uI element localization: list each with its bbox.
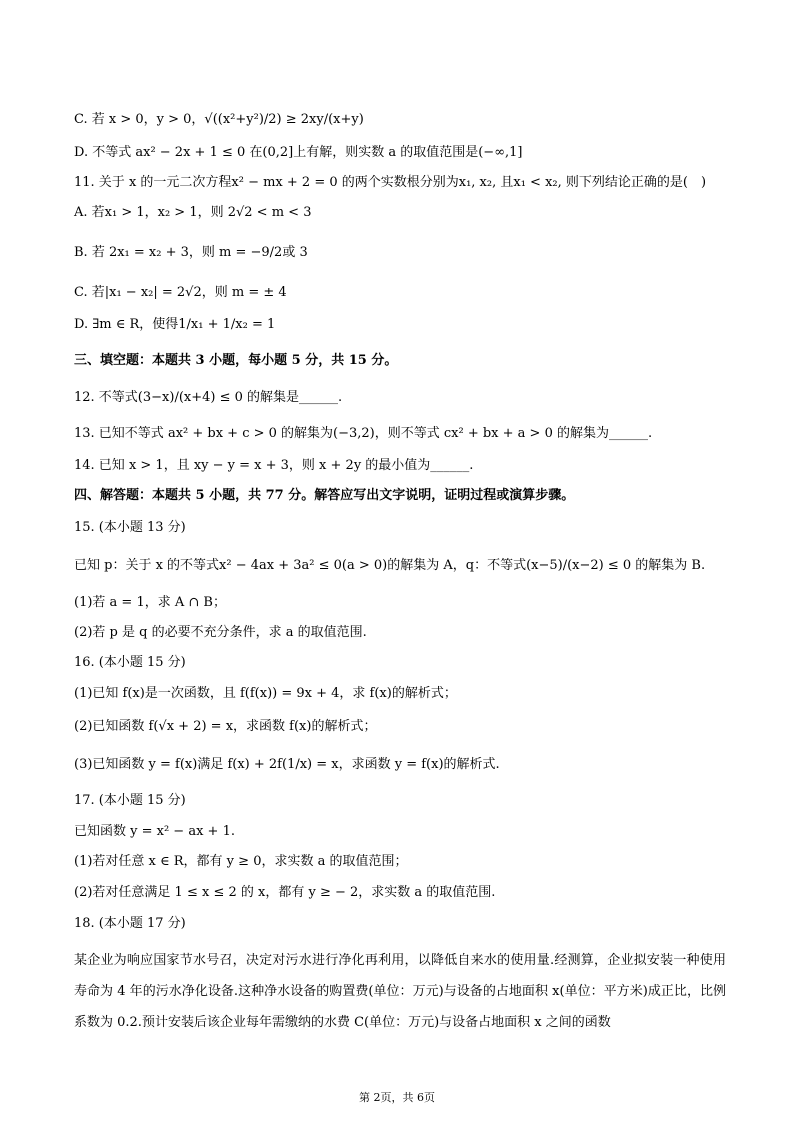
question-16-part2: (2)已知函数 f(√x + 2) = x，求函数 f(x)的解析式； [74, 719, 377, 734]
question-14: 14. 已知 x > 1，且 xy − y = x + 3，则 x + 2y 的最小值为______. [74, 458, 474, 473]
question-15-header: 15. (本小题 13 分) [74, 520, 186, 535]
question-13: 13. 已知不等式 ax² + bx + c > 0 的解集为(−3,2)，则不等式 cx² + bx + a > 0 的解集为______. [74, 426, 653, 441]
question-17-stem: 已知函数 y = x² − ax + 1. [74, 824, 235, 839]
line-11b: B. 若 2x₁ = x₂ + 3，则 m = −9/2或 3 [74, 245, 308, 260]
line-11d: D. ∃m ∈ R，使得1/x₁ + 1/x₂ = 1 [74, 317, 276, 332]
question-15-part1: (1)若 a = 1，求 A ∩ B； [74, 595, 226, 610]
line-10d: D. 不等式 ax² − 2x + 1 ≤ 0 在(0,2]上有解，则实数 a 的取值范围是(−∞,1] [74, 145, 523, 160]
line-11c: C. 若|x₁ − x₂| = 2√2，则 m = ± 4 [74, 285, 287, 300]
question-17-header: 17. (本小题 15 分) [74, 793, 186, 808]
question-16-header: 16. (本小题 15 分) [74, 655, 186, 670]
question-15-stem: 已知 p：关于 x 的不等式x² − 4ax + 3a² ≤ 0(a > 0)的解集为 A，q：不等式(x−5)/(x−2) ≤ 0 的解集为 B. [74, 558, 706, 573]
question-17-part1: (1)若对任意 x ∈ R，都有 y ≥ 0，求实数 a 的取值范围； [74, 854, 408, 869]
question-12: 12. 不等式(3−x)/(x+4) ≤ 0 的解集是______. [74, 390, 343, 405]
question-15-part2: (2)若 p 是 q 的必要不充分条件，求 a 的取值范围. [74, 625, 367, 640]
question-17-part2: (2)若对任意满足 1 ≤ x ≤ 2 的 x，都有 y ≥ − 2，求实数 a 的取值范围. [74, 885, 496, 900]
question-18-header: 18. (本小题 17 分) [74, 916, 186, 931]
question-11: 11. 关于 x 的一元二次方程x² − mx + 2 = 0 的两个实数根分别为x₁, x₂, 且x₁ < x₂, 则下列结论正确的是( ) [74, 175, 707, 190]
page-footer: 第 2页，共 6页 [359, 1091, 435, 1104]
question-16-part3: (3)已知函数 y = f(x)满足 f(x) + 2f(1/x) = x，求函数 y = f(x)的解析式. [74, 757, 500, 772]
section-solve: 四、解答题：本题共 5 小题，共 77 分。解答应写出文字说明，证明过程或演算步骤。 [74, 488, 575, 503]
line-10c: C. 若 x > 0，y > 0，√((x²+y²)/2) ≥ 2xy/(x+y) [74, 112, 364, 127]
question-18-paragraph: 某企业为响应国家节水号召，决定对污水进行净化再利用，以降低自来水的使用量.经测算，企业拟安装一种使用寿命为 4 年的污水净化设备.这种净水设备的购置费(单位：万元)与设备的占地面积 x(单位：平方米)成正比，比例系数为 0.2.预计安装后该企业每年需缴纳的水费 C(单位：万元)与设备占地面积 x 之间的函数 [74, 953, 726, 1030]
question-16-part1: (1)已知 f(x)是一次函数，且 f(f(x)) = 9x + 4，求 f(x)的解析式； [74, 686, 457, 701]
section-fill-in: 三、填空题：本题共 3 小题，每小题 5 分，共 15 分。 [74, 353, 398, 368]
line-11a: A. 若x₁ > 1，x₂ > 1，则 2√2 < m < 3 [74, 205, 312, 220]
